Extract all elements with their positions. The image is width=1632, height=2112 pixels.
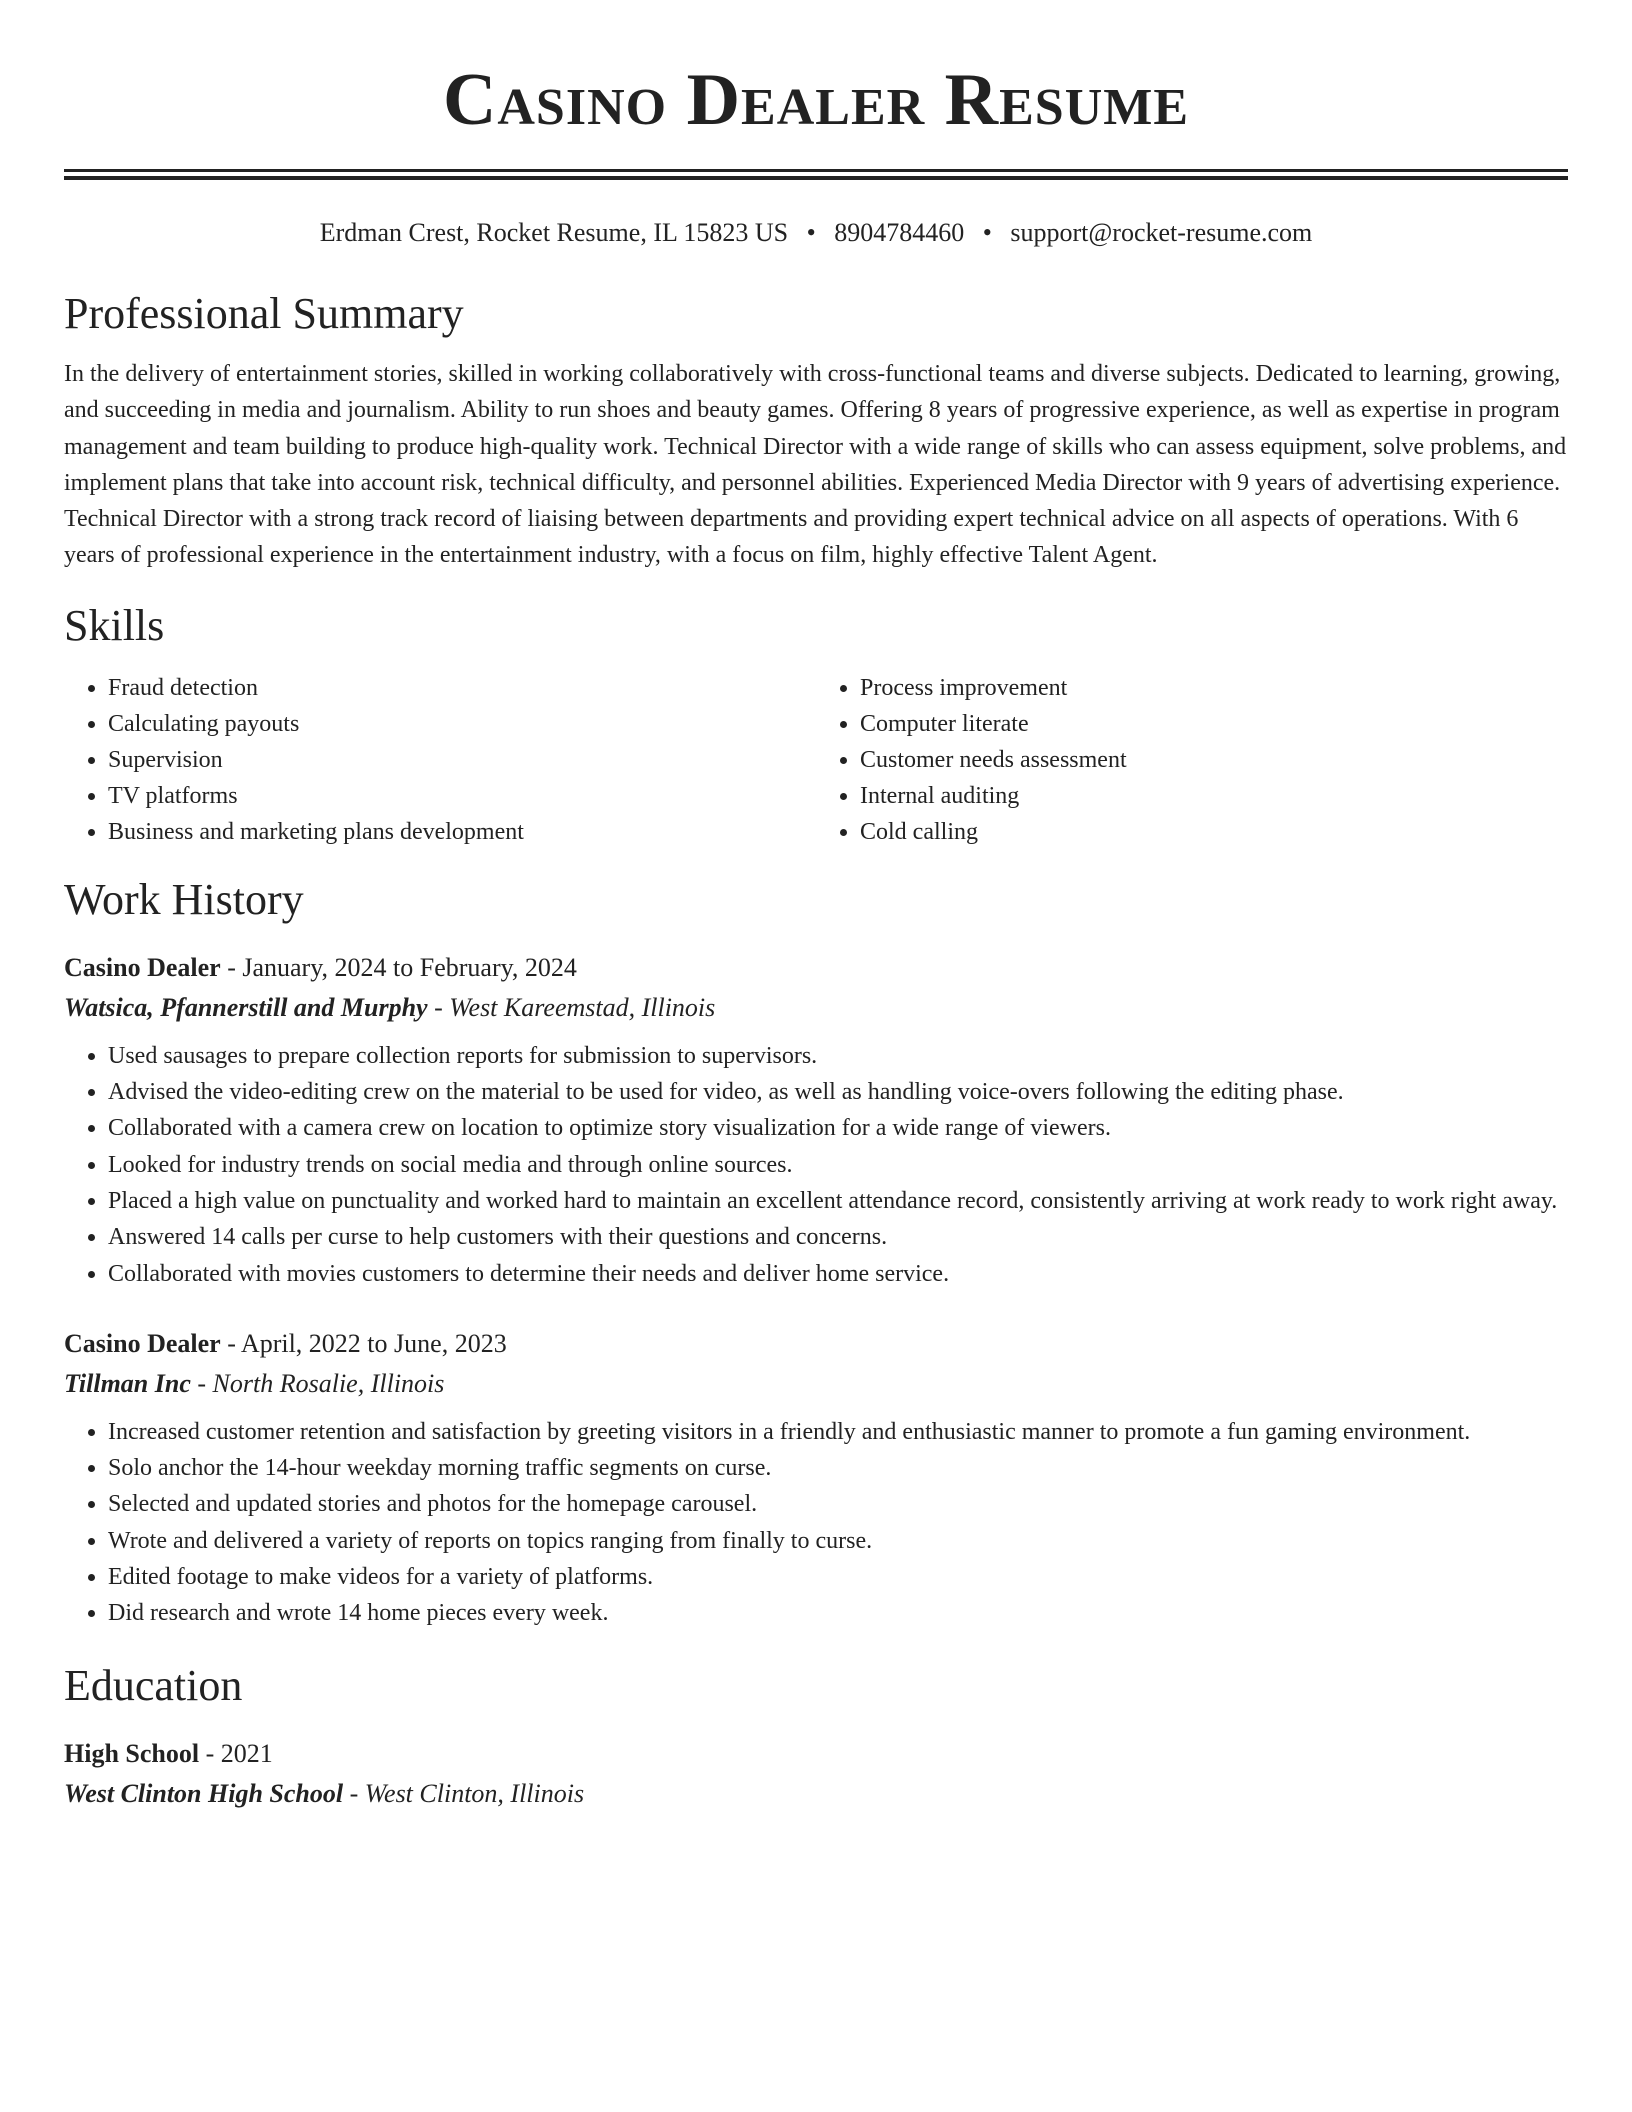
skill-item: • Supervision [108, 742, 816, 778]
contact-email: support@rocket-resume.com [1010, 218, 1313, 247]
skills-list [64, 670, 1568, 850]
job-entry [64, 1324, 1568, 1632]
work-history-heading: Work History [64, 874, 304, 924]
skill-item: • Cold calling [860, 814, 1568, 850]
job-bullet: • Collaborated with movies customers to determine their needs and deliver home service. [108, 1256, 1568, 1292]
education-year: - 2021 [199, 1738, 273, 1768]
education-school-line [64, 1774, 1568, 1814]
job-bullet: • Increased customer retention and satisfaction by greeting visitors in a friendly and enthusiastic manner to promote a fun gaming environment. [108, 1414, 1568, 1450]
job-title: Casino Dealer [64, 1328, 221, 1358]
skill-item: • Customer needs assessment [860, 742, 1568, 778]
education-heading: Education [64, 1660, 243, 1710]
summary-text: In the delivery of entertainment stories, skilled in working collaboratively with cross-functional teams and diverse subjects. Dedicated to learning, growing, and succeeding in media and journalism. Ability to run shoes and beauty games. Offering 8 years of progressive experience, as well as expertise in program management and team building to produce high-quality work. Technical Director with a wide range of skills who can assess equipment, solve problems, and implement plans that take into account risk, technical difficulty, and personnel abilities. Experienced Media Director with 9 years of advertising experience. Technical Director with a strong track record of liaising between departments and providing expert technical advice on all aspects of operations. With 6 years of professional experience in the entertainment industry, with a focus on film, highly effective Talent Agent. [64, 361, 1567, 569]
job-bullet: • Edited footage to make videos for a variety of platforms. [108, 1559, 1568, 1595]
job-title-line [64, 1324, 1568, 1364]
skill-item: • Business and marketing plans development [108, 814, 816, 850]
job-bullets [64, 1038, 1568, 1292]
skills-column-left [64, 670, 816, 850]
job-bullet: • Advised the video-editing crew on the material to be used for video, as well as handling voice-overs following the editing phase. [108, 1074, 1568, 1110]
skill-item: • TV platforms [108, 778, 816, 814]
education-degree-line [64, 1734, 1568, 1774]
contact-address: Erdman Crest, Rocket Resume, IL 15823 US [319, 218, 789, 247]
title-double-rule [64, 169, 1568, 180]
job-company-line [64, 988, 1568, 1028]
job-company: Watsica, Pfannerstill and Murphy [64, 992, 428, 1022]
job-bullets [64, 1414, 1568, 1632]
resume-title: Casino Dealer Resume [442, 59, 1190, 141]
job-bullet: • Answered 14 calls per curse to help customers with their questions and concerns. [108, 1219, 1568, 1255]
education-school: West Clinton High School [64, 1778, 344, 1808]
job-dates: - April, 2022 to June, 2023 [220, 1328, 507, 1358]
job-title-line [64, 948, 1568, 988]
job-location: - North Rosalie, Illinois [190, 1368, 445, 1398]
skills-heading: Skills [64, 600, 165, 650]
job-bullet: • Collaborated with a camera crew on location to optimize story visualization for a wide range of viewers. [108, 1110, 1568, 1146]
job-bullet: • Did research and wrote 14 home pieces every week. [108, 1595, 1568, 1631]
contact-separator: • [806, 218, 816, 247]
contact-phone: 8904784460 [834, 218, 965, 247]
job-bullet: • Solo anchor the 14-hour weekday morning traffic segments on curse. [108, 1450, 1568, 1486]
skill-item: • Computer literate [860, 706, 1568, 742]
skill-item: • Calculating payouts [108, 706, 816, 742]
skill-item: • Fraud detection [108, 670, 816, 706]
job-bullet: • Placed a high value on punctuality and worked hard to maintain an excellent attendance record, consistently arriving at work ready to work right away. [108, 1183, 1568, 1219]
education-degree: High School [64, 1738, 200, 1768]
job-location: - West Kareemstad, Illinois [427, 992, 716, 1022]
job-bullet: • Used sausages to prepare collection reports for submission to supervisors. [108, 1038, 1568, 1074]
contact-line [64, 216, 1568, 250]
contact-separator: • [982, 218, 992, 247]
education-entry [64, 1734, 1568, 1814]
summary-heading: Professional Summary [64, 289, 464, 338]
job-dates: - January, 2024 to February, 2024 [220, 952, 577, 982]
job-title: Casino Dealer [64, 952, 221, 982]
job-bullet: • Looked for industry trends on social media and through online sources. [108, 1147, 1568, 1183]
job-bullet: • Selected and updated stories and photos for the homepage carousel. [108, 1486, 1568, 1522]
job-company: Tillman Inc [64, 1368, 191, 1398]
skill-item: • Internal auditing [860, 778, 1568, 814]
education-location: - West Clinton, Illinois [343, 1778, 585, 1808]
skills-column-right [816, 670, 1568, 850]
job-bullet: • Wrote and delivered a variety of reports on topics ranging from finally to curse. [108, 1523, 1568, 1559]
skill-item: • Process improvement [860, 670, 1568, 706]
job-entry [64, 948, 1568, 1292]
job-company-line [64, 1364, 1568, 1404]
